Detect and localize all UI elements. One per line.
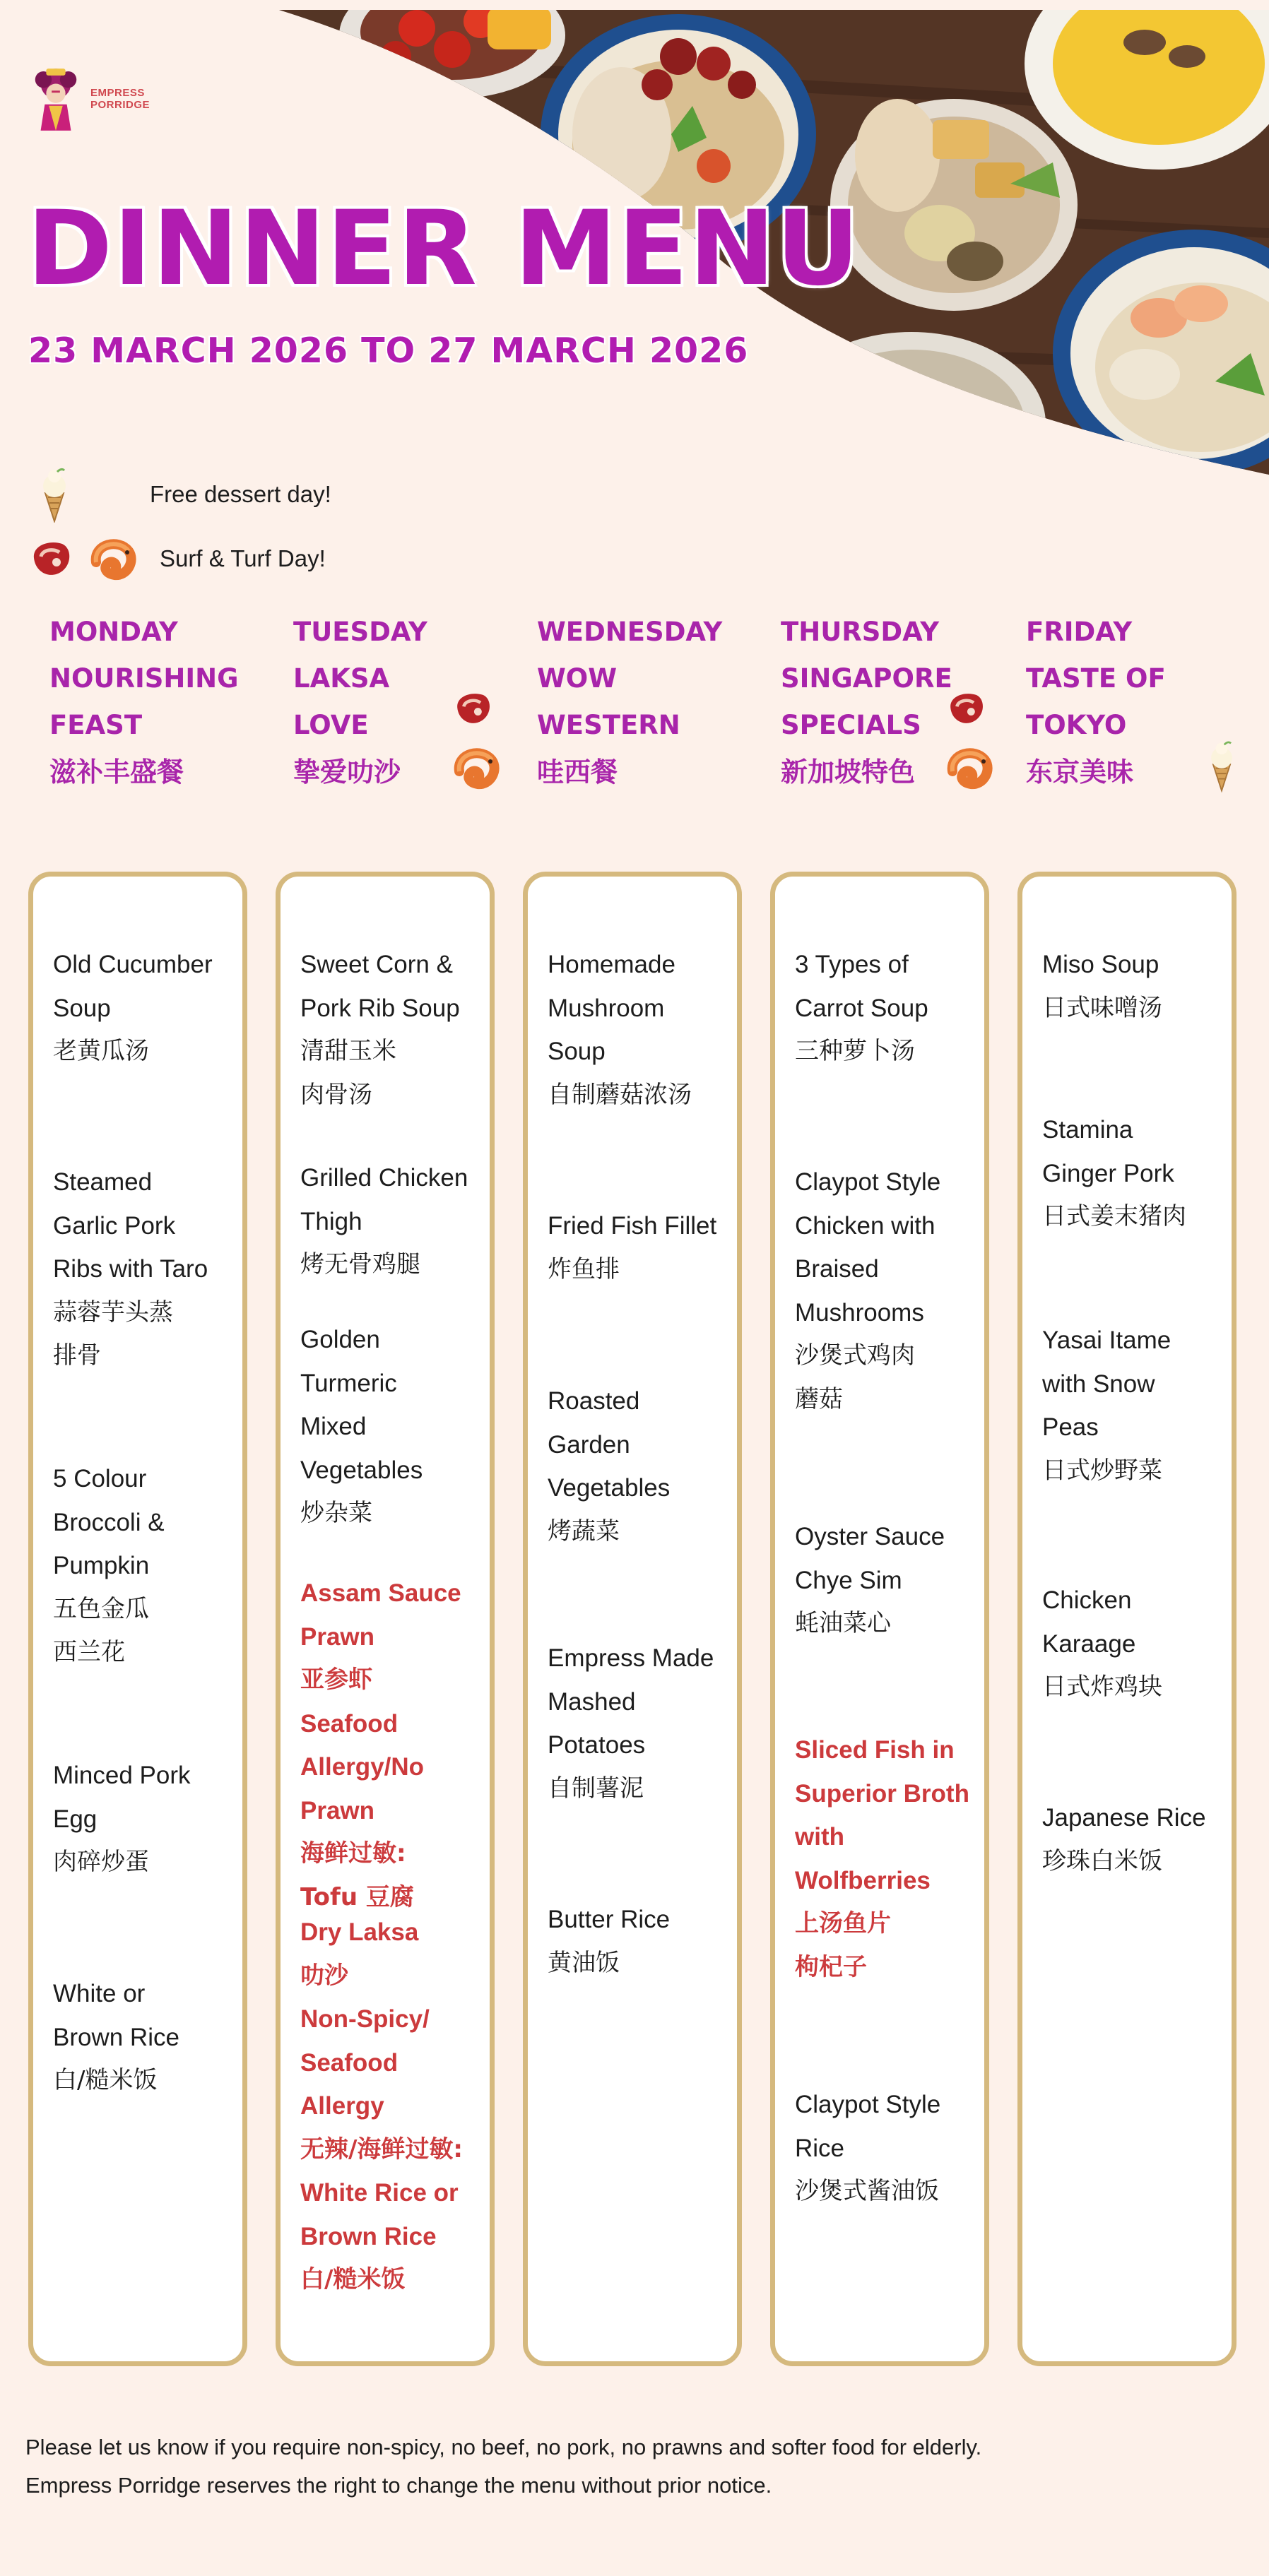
- dish-name: Thigh: [300, 1207, 362, 1235]
- menu-item: [548, 1898, 738, 1985]
- menu-item-special: [795, 1728, 986, 1989]
- dish-name-chinese: 炒杂菜: [300, 1499, 372, 1527]
- dish-name-chinese: 沙煲式酱油饭: [795, 2177, 939, 2205]
- dish-name: Roasted: [548, 1387, 640, 1415]
- dish-name: Chye Sim: [795, 1566, 902, 1594]
- day-title-line: WOW: [537, 663, 618, 694]
- allergy-note-chinese: 无辣/海鲜过敏:: [300, 2135, 464, 2164]
- day-title-line: NOURISHING: [49, 663, 239, 694]
- day-title-chinese: 新加坡特色: [781, 756, 916, 788]
- prawn-icon: [449, 743, 500, 793]
- date-range: 23 MARCH 2026 TO 27 MARCH 2026: [28, 331, 749, 371]
- dish-name: Broccoli &: [53, 1508, 165, 1536]
- dish-name: Claypot Style: [795, 2091, 941, 2118]
- dish-name: 5 Colour: [53, 1465, 147, 1492]
- menu-item-special: [300, 1911, 491, 2302]
- dish-name-chinese: 上汤鱼片: [795, 1909, 891, 1937]
- day-title-line: LOVE: [293, 710, 369, 740]
- menu-card-thursday: [770, 872, 989, 2366]
- day-title-line: SINGAPORE: [781, 663, 952, 694]
- dish-name-chinese: 西兰花: [53, 1638, 125, 1666]
- dish-name: Prawn: [300, 1622, 375, 1651]
- footnote: [25, 2428, 981, 2505]
- dish-name: 3 Types of: [795, 951, 909, 978]
- dish-name: Brown Rice: [53, 2023, 179, 2051]
- footnote-line: Please let us know if you require non-spicy, no beef, no pork, no prawns and softer food for elderly.: [25, 2435, 982, 2459]
- menu-item: [548, 1379, 738, 1553]
- dish-name-chinese: 蘑菇: [795, 1384, 843, 1413]
- dish-name: Mushroom: [548, 994, 665, 1022]
- menu-card-friday: [1017, 872, 1236, 2366]
- menu-item: [1042, 943, 1233, 1030]
- dish-name-chinese: 肉碎炒蛋: [53, 1848, 149, 1876]
- dish-name: White or: [53, 1980, 146, 2007]
- dish-name-chinese: 烤无骨鸡腿: [300, 1250, 420, 1278]
- allergy-note: White Rice or: [300, 2179, 459, 2207]
- dish-name-chinese: 五色金瓜: [53, 1594, 149, 1623]
- dish-name: Chicken: [1042, 1586, 1132, 1614]
- dish-name: Minced Pork: [53, 1762, 191, 1789]
- empress-logo-icon: [28, 64, 83, 134]
- menu-card-monday: [28, 872, 247, 2366]
- day-title-line: TASTE OF: [1026, 663, 1166, 694]
- dish-name: Stamina: [1042, 1116, 1133, 1144]
- steak-icon: [945, 688, 988, 729]
- day-header-monday: [49, 609, 276, 795]
- dish-name-chinese: 日式姜末猪肉: [1042, 1202, 1186, 1230]
- menu-item: [1042, 1579, 1233, 1709]
- allergy-note-chinese: 白/糙米饭: [300, 2265, 406, 2293]
- menu-item: [548, 1204, 738, 1291]
- day-title-line: TUESDAY: [293, 617, 427, 647]
- dish-name: Mashed: [548, 1687, 636, 1716]
- dish-name-chinese: 枸杞子: [795, 1952, 867, 1981]
- day-header-wednesday: [537, 609, 763, 795]
- footnote-line: Empress Porridge reserves the right to change the menu without prior notice.: [25, 2473, 772, 2498]
- dish-name: Butter Rice: [548, 1906, 671, 1933]
- dish-name-chinese: 沙煲式鸡肉: [795, 1341, 915, 1370]
- dish-name-chinese: 亚参虾: [300, 1666, 372, 1694]
- dish-name: Chicken with: [795, 1211, 935, 1240]
- day-title-chinese: 挚爱叻沙: [293, 756, 401, 788]
- dish-name: with Snow: [1042, 1370, 1155, 1398]
- dish-name: Steamed: [53, 1168, 153, 1196]
- allergy-note: Seafood: [300, 1709, 399, 1738]
- allergy-note: Prawn: [300, 1796, 375, 1824]
- dish-name: Sliced Fish in: [795, 1736, 955, 1764]
- dish-name: Sweet Corn &: [300, 951, 453, 978]
- dish-name-chinese: 珍珠白米饭: [1042, 1846, 1162, 1875]
- dish-name: Japanese Rice: [1042, 1804, 1206, 1832]
- allergy-note-chinese: Tofu 豆腐: [300, 1882, 414, 1911]
- menu-item: [53, 1972, 244, 2103]
- brand-logo: [28, 64, 150, 134]
- dish-name-chinese: 日式炸鸡块: [1042, 1673, 1162, 1701]
- dish-name: Carrot Soup: [795, 994, 928, 1022]
- dish-name: Empress Made: [548, 1644, 714, 1672]
- dish-name: Pork Rib Soup: [300, 994, 460, 1022]
- day-title-line: THURSDAY: [781, 617, 939, 647]
- dish-name-chinese: 肉骨汤: [300, 1080, 372, 1109]
- menu-item: [300, 1318, 491, 1536]
- legend-surf-turf-text: Surf & Turf Day!: [160, 545, 326, 571]
- dish-name: Soup: [53, 994, 111, 1022]
- dish-name: Claypot Style: [795, 1168, 941, 1196]
- dish-name-chinese: 三种萝卜汤: [795, 1037, 915, 1065]
- day-title-line: WESTERN: [537, 710, 680, 740]
- dish-name-chinese: 老黄瓜汤: [53, 1037, 149, 1065]
- day-title-line: SPECIALS: [781, 710, 921, 740]
- menu-item: [548, 943, 738, 1117]
- day-title-chinese: 东京美味: [1026, 756, 1134, 788]
- day-title-line: TOKYO: [1026, 710, 1127, 740]
- menu-item: [53, 1754, 244, 1884]
- dish-name: Mushrooms: [795, 1298, 924, 1326]
- dish-name: Vegetables: [548, 1474, 671, 1502]
- dish-name: Peas: [1042, 1413, 1099, 1441]
- dish-name-chinese: 日式炒野菜: [1042, 1456, 1162, 1485]
- dish-name: Wolfberries: [795, 1866, 931, 1894]
- day-title-line: WEDNESDAY: [537, 617, 723, 647]
- dish-name-chinese: 日式味噌汤: [1042, 993, 1162, 1022]
- dish-name-chinese: 黄油饭: [548, 1948, 620, 1977]
- dish-name-chinese: 蚝油菜心: [795, 1609, 891, 1637]
- day-title-line: FRIDAY: [1026, 617, 1133, 647]
- dish-name: Garden: [548, 1430, 630, 1459]
- dish-name: Garlic Pork: [53, 1211, 176, 1240]
- menu-item: [795, 1515, 986, 1646]
- dish-name-chinese: 白/糙米饭: [53, 2066, 158, 2094]
- dish-name: Egg: [53, 1805, 98, 1833]
- day-title-line: MONDAY: [49, 617, 178, 647]
- dish-name: Ginger Pork: [1042, 1159, 1174, 1187]
- legend-dessert: [34, 466, 331, 523]
- dish-name: Golden: [300, 1326, 380, 1353]
- dish-name: Ribs with Taro: [53, 1255, 208, 1283]
- dish-name: Fried Fish Fillet: [548, 1212, 717, 1240]
- menu-item: [795, 1161, 986, 1421]
- menu-item: [53, 1457, 244, 1675]
- allergy-note: Seafood: [300, 2048, 399, 2077]
- allergy-note-chinese: 海鲜过敏:: [300, 1839, 406, 1868]
- dish-name: Yasai Itame: [1042, 1326, 1171, 1354]
- allergy-note: Allergy: [300, 2092, 384, 2120]
- dish-name: Rice: [795, 2134, 845, 2162]
- steak-icon: [452, 688, 495, 729]
- day-title-line: FEAST: [49, 710, 143, 740]
- menu-item: [1042, 1319, 1233, 1492]
- menu-item: [548, 1637, 738, 1810]
- day-title-line: LAKSA: [293, 663, 390, 694]
- dish-name-chinese: 自制蘑菇浓汤: [548, 1080, 692, 1109]
- dish-name: Soup: [548, 1038, 606, 1065]
- dish-name: Mixed: [300, 1413, 367, 1440]
- steak-icon: [28, 537, 75, 581]
- prawn-icon: [943, 743, 993, 793]
- hero-banner: [0, 0, 1269, 494]
- dish-name: Superior Broth: [795, 1779, 969, 1808]
- allergy-note: Brown Rice: [300, 2222, 437, 2250]
- brand-line-2: PORRIDGE: [90, 99, 150, 111]
- dish-name: Homemade: [548, 951, 675, 978]
- dish-name: Turmeric: [300, 1369, 397, 1397]
- menu-card-tuesday: [276, 872, 495, 2366]
- menu-item: [795, 943, 986, 1074]
- legend-dessert-text: Free dessert day!: [150, 481, 331, 507]
- menu-item: [300, 943, 491, 1117]
- menu-item: [795, 2083, 986, 2214]
- dish-name: Braised: [795, 1255, 879, 1283]
- menu-item: [1042, 1796, 1233, 1883]
- menu-item: [53, 943, 244, 1074]
- dish-name: Potatoes: [548, 1731, 646, 1759]
- dish-name: Miso Soup: [1042, 951, 1159, 978]
- brand-line-1: EMPRESS: [90, 87, 145, 99]
- dish-name-chinese: 自制薯泥: [548, 1774, 644, 1803]
- prawn-icon: [86, 534, 137, 583]
- allergy-note: Non-Spicy/: [300, 2005, 430, 2033]
- dish-name: Dry Laksa: [300, 1918, 419, 1946]
- ice-cream-icon: [1203, 739, 1241, 793]
- legend-surf-turf: [28, 534, 326, 583]
- menu-item: [1042, 1108, 1233, 1239]
- dish-name-chinese: 蒜蓉芋头蒸: [53, 1298, 173, 1326]
- menu-item: [53, 1161, 244, 1378]
- day-title-chinese: 哇西餐: [537, 756, 618, 788]
- dish-name: Vegetables: [300, 1456, 423, 1484]
- dish-name: Grilled Chicken: [300, 1164, 468, 1192]
- menu-item-special: [300, 1572, 491, 1919]
- dish-name: with: [795, 1823, 844, 1851]
- dish-name: Oyster Sauce: [795, 1523, 945, 1550]
- ice-cream-icon: [34, 466, 75, 523]
- dish-name-chinese: 烤蔬菜: [548, 1516, 620, 1545]
- dish-name: Pumpkin: [53, 1552, 150, 1579]
- dish-name-chinese: 清甜玉米: [300, 1037, 396, 1065]
- dish-name-chinese: 叻沙: [300, 1961, 348, 1990]
- dish-name: Assam Sauce: [300, 1579, 461, 1607]
- allergy-note: Allergy/No: [300, 1753, 425, 1781]
- menu-card-wednesday: [523, 872, 742, 2366]
- dish-name-chinese: 排骨: [53, 1341, 101, 1370]
- menu-item: [300, 1156, 491, 1287]
- page-title: DINNER MENU: [27, 189, 861, 309]
- day-title-chinese: 滋补丰盛餐: [49, 756, 184, 788]
- dish-name: Old Cucumber: [53, 951, 213, 978]
- dish-name: Karaage: [1042, 1630, 1136, 1658]
- dish-name-chinese: 炸鱼排: [548, 1254, 620, 1283]
